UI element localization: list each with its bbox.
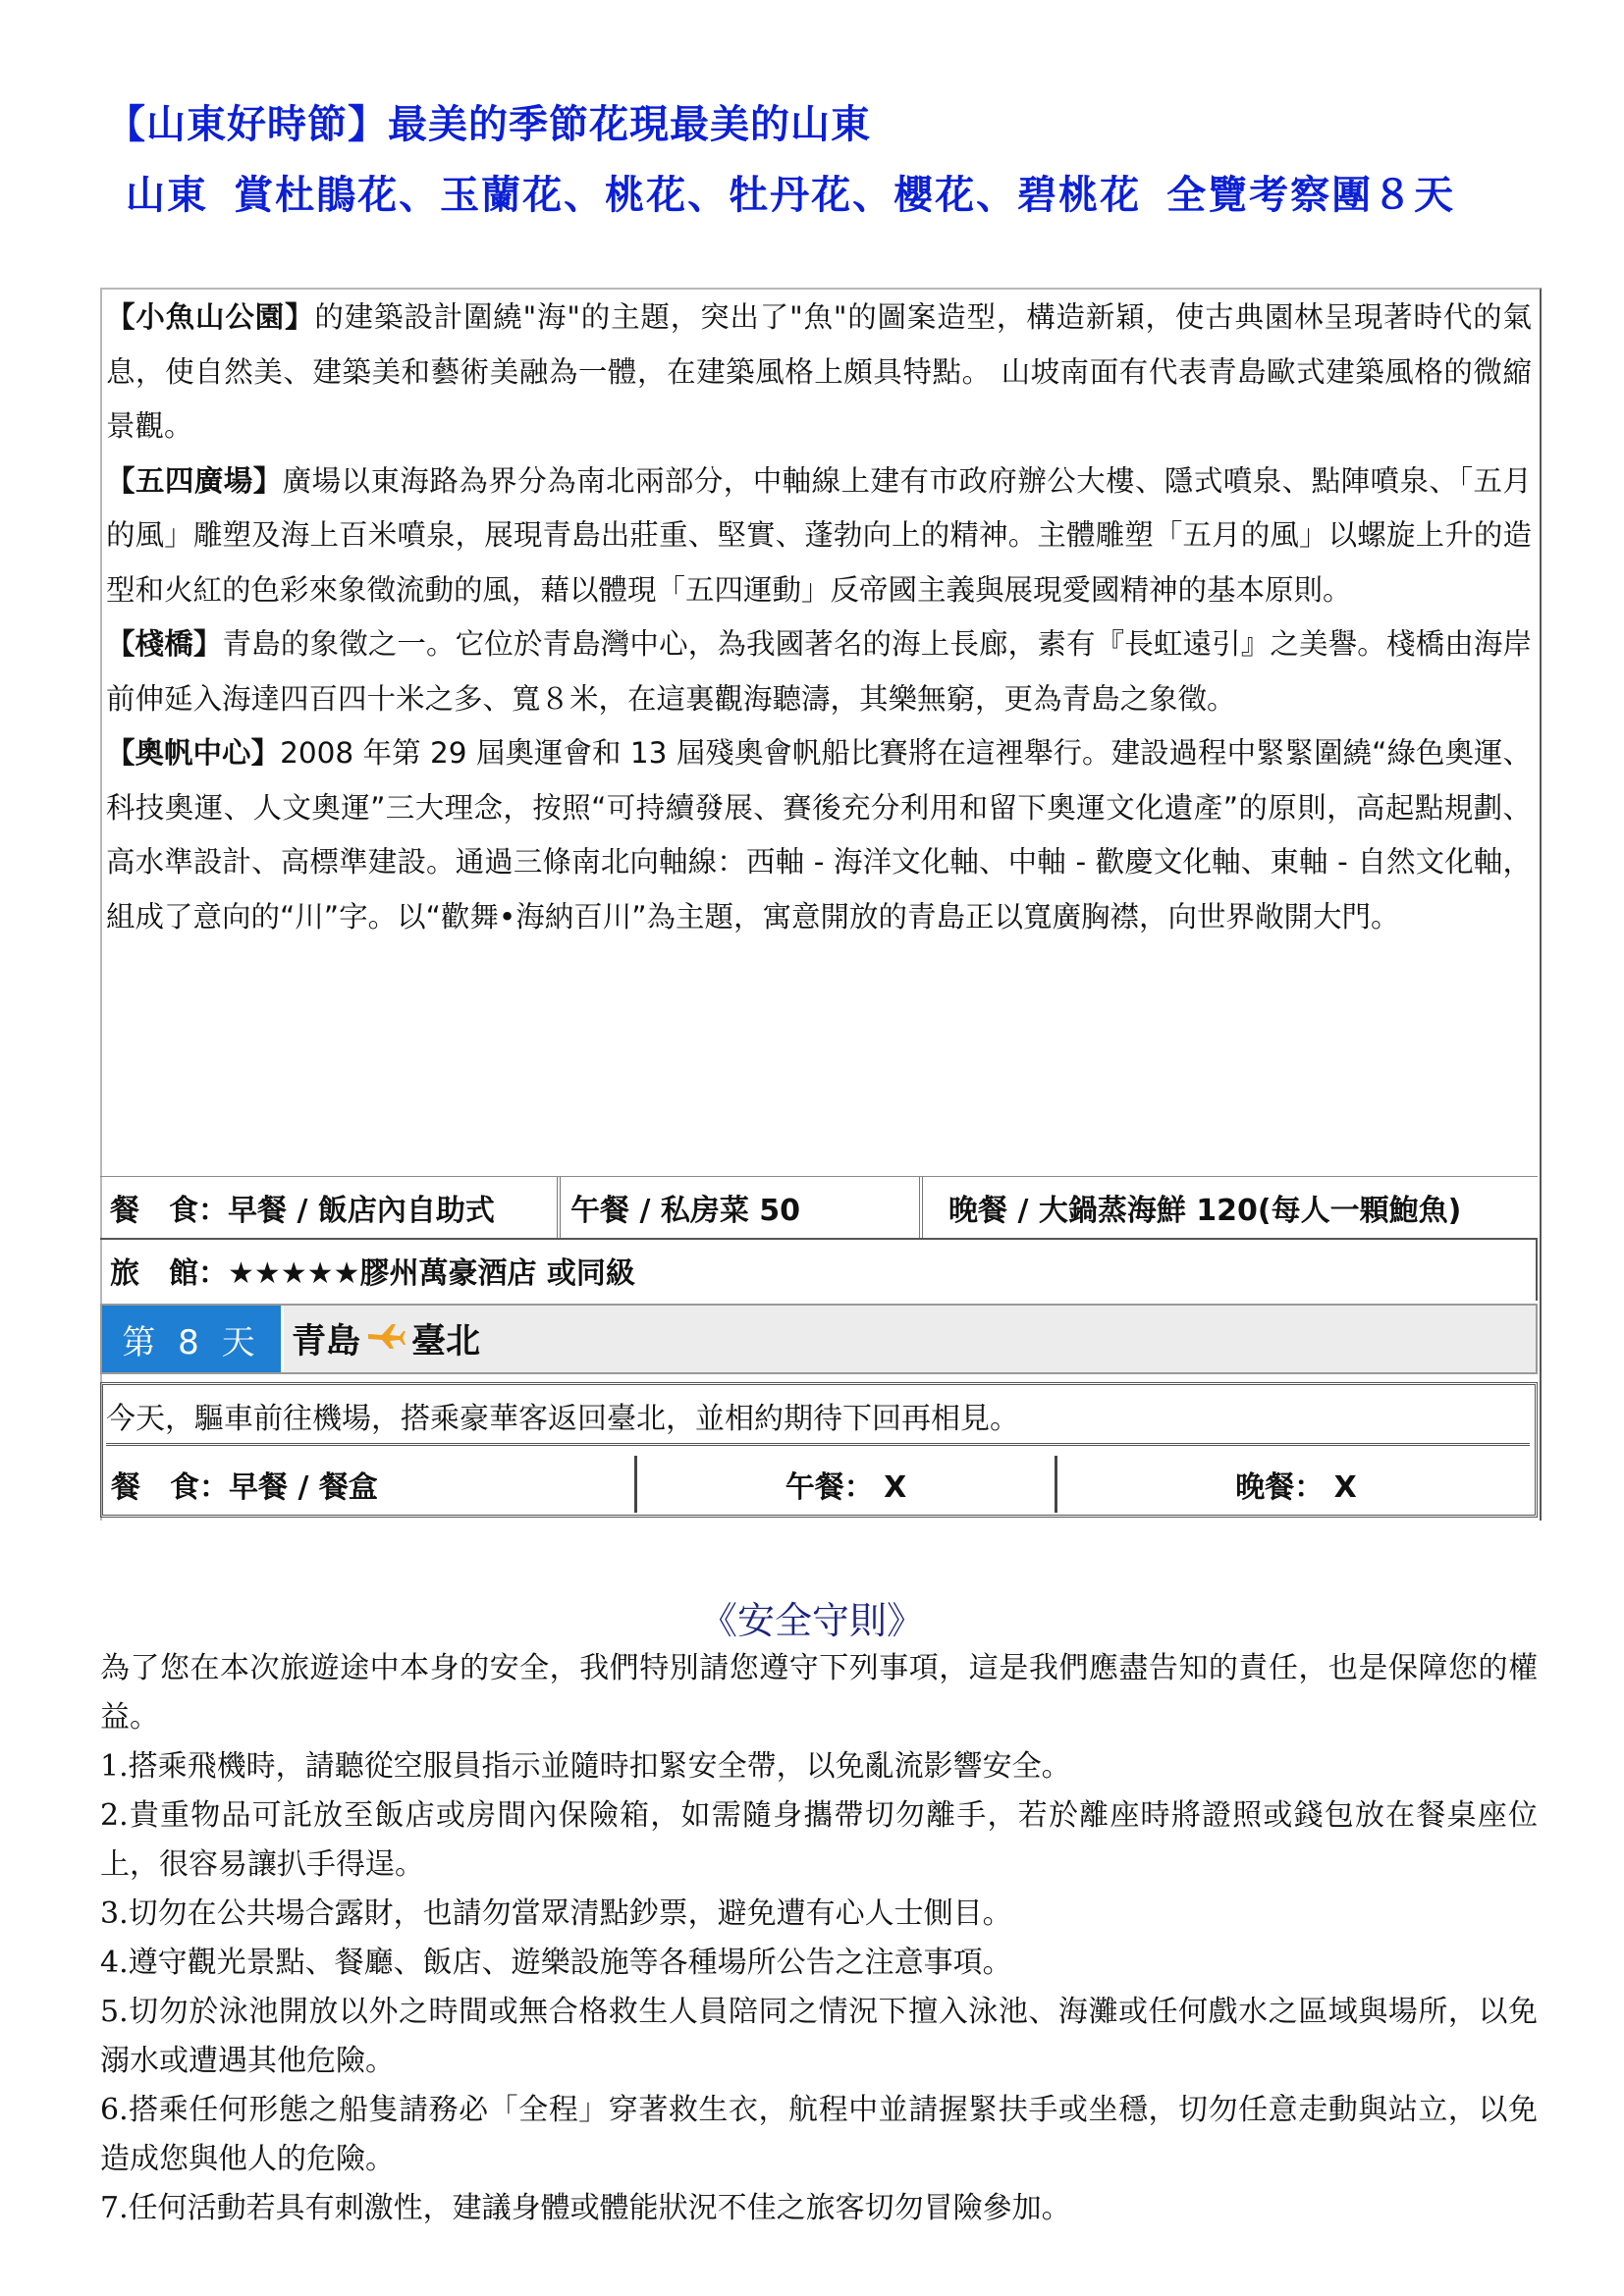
day-badge: 第 8 天 — [102, 1306, 281, 1372]
dinner-cell: 晚餐 / 大鍋蒸海鮮 120(每人一顆鮑魚) — [948, 1194, 1462, 1228]
plane-icon — [366, 1319, 406, 1359]
attraction-item — [106, 726, 1532, 944]
attraction-text: 2008 年第 29 屆奧運會和 13 屆殘奧會帆船比賽將在這裡舉行。建設過程中緊緊圍繞“綠色奧運、科技奧運、人文奧運”三大理念，按照“可持續發展、賽後充分利用和留下奧運文化遺產”的原則，高起點規劃、高水準設計、高標準建設。通過三條南北向軸線：西軸 - 海洋文化軸、中軸 - 歡慶文化軸、東軸 - 自然文化軸，組成了意向的“川”字。以“歡舞•海納百川”為主題，寓意開放的青島正以寬廣胸襟，向世界敞開大門。 — [106, 736, 1532, 934]
day-header — [100, 1304, 1538, 1374]
dinner-cell: 晚餐： X — [1235, 1470, 1357, 1505]
route-from: 青島 — [292, 1322, 361, 1362]
safety-rule: 6.搭乘任何形態之船隻請務必「全程」穿著救生衣，航程中並請握緊扶手或坐穩，切勿任意走動與站立，以免造成您與他人的危險。 — [100, 2093, 1538, 2176]
safety-rule: 7.任何活動若具有刺激性，建議身體或體能狀況不佳之旅客切勿冒險參加。 — [100, 2191, 1071, 2225]
hotel-row: 旅 館：★★★★★膠州萬豪酒店 或同級 — [100, 1239, 1538, 1301]
attraction-name: 【棧橋】 — [106, 627, 223, 661]
page-title: 【山東好時節】最美的季節花現最美的山東 — [106, 102, 871, 147]
attraction-item — [106, 454, 1532, 618]
lunch-cell: 午餐 / 私房菜 50 — [561, 1177, 923, 1238]
breakfast-cell: 餐 食：早餐 / 飯店內自助式 — [100, 1177, 561, 1238]
safety-intro: 為了您在本次旅遊途中本身的安全，我們特別請您遵守下列事項，這是我們應盡告知的責任，也是保障您的權益。 — [100, 1651, 1538, 1735]
day7-meals-row — [100, 1176, 1538, 1240]
attraction-name: 【奧帆中心】 — [106, 736, 281, 770]
safety-rule: 1.搭乘飛機時，請聽從空服員指示並隨時扣緊安全帶，以免亂流影響安全。 — [100, 1749, 1071, 1784]
attraction-text: 的建築設計圍繞"海"的主題，突出了"魚"的圖案造型，構造新穎，使古典園林呈現著時代的氣息，使自然美、建築美和藝術美融為一體，在建築風格上頗具特點。 山坡南面有代表青島歐式建築風格的微縮景觀。 — [106, 300, 1532, 443]
safety-rule: 3.切勿在公共場合露財，也請勿當眾清點鈔票，避免遭有心人士側目。 — [100, 1896, 1012, 1931]
day-route — [281, 1306, 1536, 1372]
day-description: 今天，驅車前往機場，搭乘豪華客返回臺北，並相約期待下回再相見。 — [106, 1388, 1530, 1446]
safety-rule: 5.切勿於泳池開放以外之時間或無合格救生人員陪同之情況下擅入泳池、海灘或任何戲水之區域與場所，以免溺水或遭遇其他危險。 — [100, 1995, 1538, 2078]
safety-title: 《安全守則》 — [699, 1599, 924, 1642]
lunch-cell: 午餐： X — [637, 1456, 1057, 1513]
attraction-descriptions — [106, 291, 1532, 944]
attraction-text: 青島的象徵之一。它位於青島灣中心，為我國著名的海上長廊，素有『長虹遠引』之美譽。棧橋由海岸前伸延入海達四百四十米之多、寬８米，在這裏觀海聽濤，其樂無窮，更為青島之象徵。 — [106, 627, 1532, 716]
attraction-name: 【五四廣場】 — [106, 463, 283, 498]
safety-rule: 4.遵守觀光景點、餐廳、飯店、遊樂設施等各種場所公告之注意事項。 — [100, 1946, 1012, 1980]
attraction-name: 【小魚山公園】 — [106, 300, 315, 334]
safety-rule: 2.貴重物品可託放至飯店或房間內保險箱，如需隨身攜帶切勿離手，若於離座時將證照或錢包放在餐桌座位上，很容易讓扒手得逞。 — [100, 1798, 1538, 1882]
attraction-item — [106, 617, 1532, 726]
route-to: 臺北 — [411, 1322, 481, 1362]
page-subtitle: 山東 賞杜鵑花、玉蘭花、桃花、牡丹花、櫻花、碧桃花 全覽考察團８天 — [126, 173, 1456, 218]
breakfast-cell: 餐 食：早餐 / 餐盒 — [103, 1456, 637, 1513]
attraction-item — [106, 291, 1532, 454]
attraction-text: 廣場以東海路為界分為南北兩部分，中軸線上建有市政府辦公大樓、隱式噴泉、點陣噴泉、「五月的風」雕塑及海上百米噴泉，展現青島出莊重、堅實、蓬勃向上的精神。主體雕塑「五月的風」以螺旋上升的造型和火紅的色彩來象徵流動的風，藉以體現「五四運動」反帝國主義與展現愛國精神的基本原則。 — [106, 463, 1532, 607]
day8-meals-row — [103, 1456, 1535, 1513]
safety-rules — [100, 1644, 1538, 2233]
